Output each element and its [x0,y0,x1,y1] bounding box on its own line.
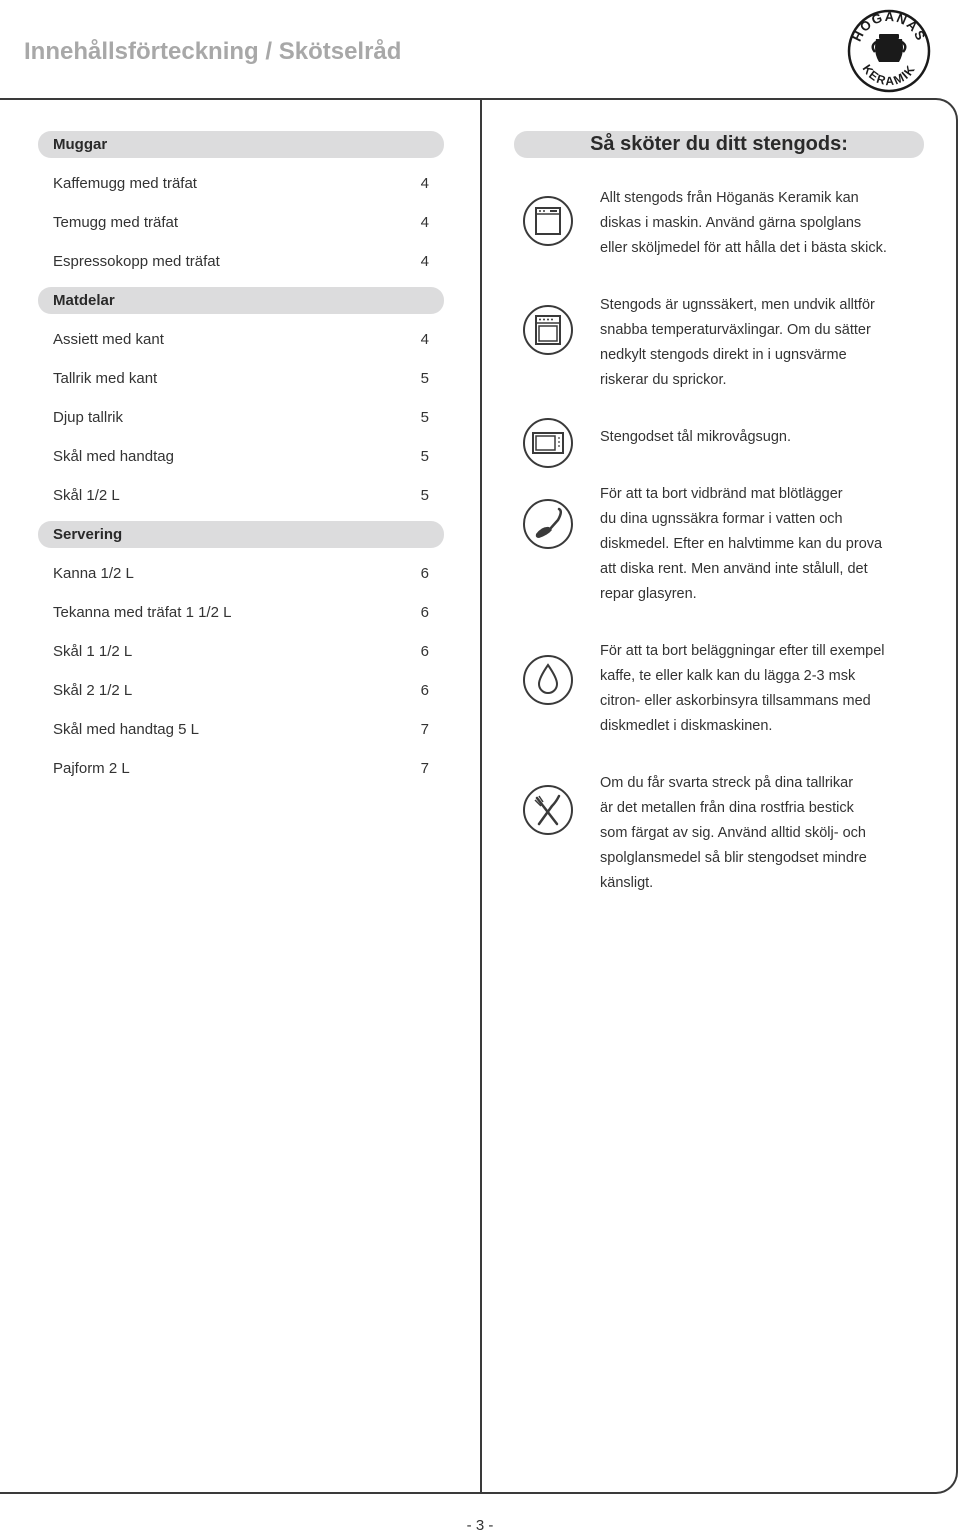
toc-item-page: 6 [420,565,429,582]
toc-item[interactable] [38,560,444,599]
toc-item-label: Kanna 1/2 L [53,565,134,582]
toc-item[interactable] [38,716,444,755]
toc-item[interactable] [38,638,444,677]
toc-item[interactable] [38,365,444,404]
logo-text-bottom: KERAMIK [859,61,919,89]
toc-item-page: 7 [420,721,429,738]
toc-item[interactable] [38,443,444,482]
drop-icon [522,654,574,706]
toc-item[interactable] [38,326,444,365]
toc-section-servering [38,521,444,794]
care-item-text: Stengodset tål mikrovågsugn. [600,429,792,445]
toc-item-label: Assiett med kant [53,331,164,348]
care-item-text: Om du får svarta streck på dina tallrikar är det metallen från dina rostfria bestick som färgat av sig. Använd alltid skölj- och spolglansmedel så blir stengodset mindre känsligt. [600,775,867,891]
toc-item-label: Djup tallrik [53,409,124,426]
care-item-text: Allt stengods från Höganäs Keramik kan diskas i maskin. Använd gärna spolglans eller sköljmedel för att hålla det i bästa skick. [600,190,887,256]
care-header: Så sköter du ditt stengods: [514,131,924,158]
toc-item-label: Kaffemugg med träfat [53,175,197,192]
toc-item-label: Skål med handtag 5 L [53,721,199,738]
toc-item-label: Skål 1/2 L [53,487,120,504]
toc-item-label: Skål 2 1/2 L [53,682,133,699]
care-instructions [514,131,924,891]
toc-item-page: 6 [420,604,429,621]
section-header: Servering [38,521,444,548]
toc-item-page: 6 [420,682,429,699]
hoganas-keramik-logo [846,8,932,94]
toc-section-muggar [38,131,444,287]
toc-item-page: 5 [420,448,429,465]
toc-item-page: 4 [420,214,429,231]
toc-item[interactable] [38,599,444,638]
toc-item-label: Skål med handtag [53,448,174,465]
toc-section-matdelar [38,287,444,521]
toc-item-label: Skål 1 1/2 L [53,643,133,660]
care-item-text: För att ta bort beläggningar efter till exempel kaffe, te eller kalk kan du lägga 2-3 msk citron- eller askorbinsyra tillsammans med diskmedlet i diskmaskinen. [600,643,885,734]
toc-item-page: 4 [420,253,429,270]
toc-item[interactable] [38,209,444,248]
page-title: Innehållsförteckning / Skötselråd [24,38,402,65]
toc-item-page: 4 [420,175,429,192]
care-item-text: Stengods är ugnssäkert, men undvik alltför snabba temperaturväxlingar. Om du sätter nedkylt stengods direkt in i ugnsvärme riskerar du sprickor. [600,297,875,388]
toc-item-page: 5 [420,409,429,426]
toc-item[interactable] [38,170,444,209]
section-header: Matdelar [38,287,444,314]
toc-item-page: 5 [420,370,429,387]
toc-item-page: 6 [420,643,429,660]
pot-icon [873,34,906,62]
table-of-contents [38,131,444,794]
cutlery-icon [522,784,574,836]
toc-item-label: Espressokopp med träfat [53,253,220,270]
toc-item-page: 4 [420,331,429,348]
brush-icon [522,498,574,550]
oven-icon [522,304,574,356]
section-header: Muggar [38,131,444,158]
toc-item-page: 7 [420,760,429,777]
logo-text-top: HÖGANÄS [849,8,929,44]
toc-item[interactable] [38,482,444,521]
dishwasher-icon [522,195,574,247]
toc-item[interactable] [38,248,444,287]
toc-item-label: Temugg med träfat [53,214,179,231]
toc-item-page: 5 [420,487,429,504]
toc-item-label: Tallrik med kant [53,370,158,387]
toc-item-label: Tekanna med träfat 1 1/2 L [53,604,232,621]
toc-item[interactable] [38,755,444,794]
toc-item-label: Pajform 2 L [53,760,130,777]
column-divider [480,98,482,1494]
care-item-text: För att ta bort vidbränd mat blötlägger du dina ugnssäkra formar i vatten och diskmedel. Efter en halvtimme kan du prova att diska rent. Men använd inte stålull, det repar glasyren. [600,486,883,602]
microwave-icon [522,417,574,469]
toc-item[interactable] [38,677,444,716]
page-number: - 3 - [466,1517,494,1534]
toc-item[interactable] [38,404,444,443]
